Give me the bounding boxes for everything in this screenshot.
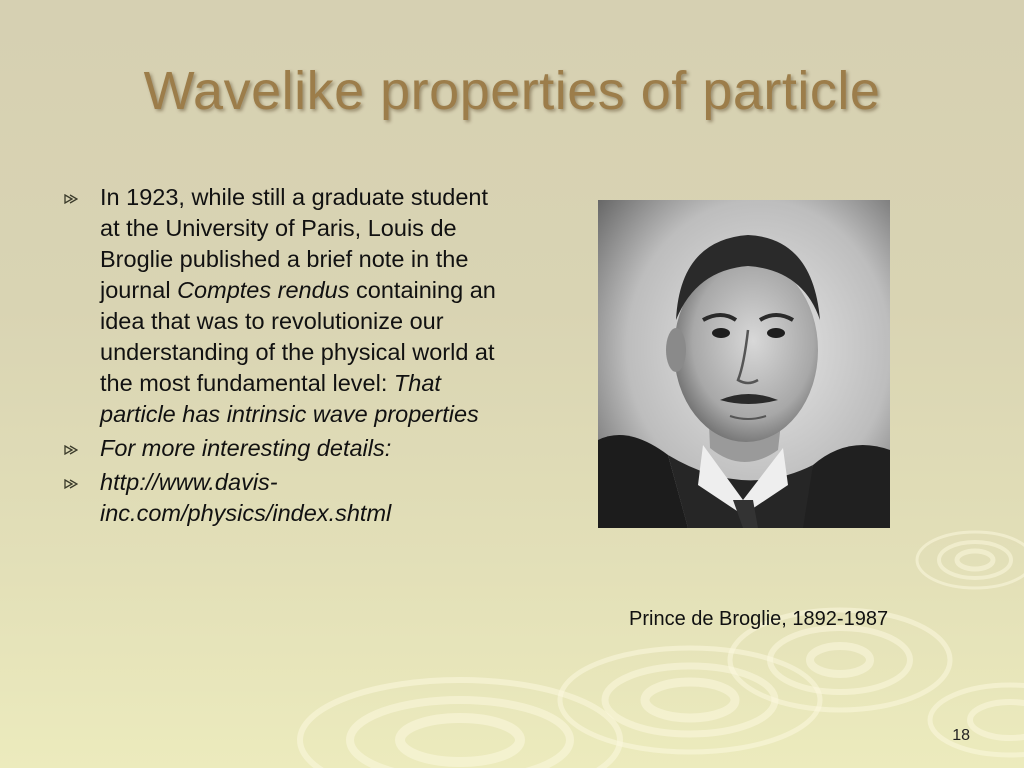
key-idea-text: That particle has intrinsic wave properties bbox=[100, 370, 479, 427]
bullet-item-link bbox=[62, 467, 502, 529]
more-details-text: For more interesting details: bbox=[100, 435, 392, 461]
reference-link[interactable]: http://www.davis-inc.com/physics/index.shtml bbox=[100, 469, 392, 526]
page-number: 18 bbox=[952, 727, 970, 744]
arrow-bullet-icon bbox=[64, 479, 78, 489]
portrait-photo bbox=[598, 200, 890, 528]
bullet-list bbox=[62, 182, 502, 532]
bullet-item-more-details bbox=[62, 433, 502, 464]
bullet-item-broglie-note bbox=[62, 182, 502, 430]
journal-name: Comptes rendus bbox=[177, 277, 350, 303]
bullet-text-middle: containing an idea that was to revolutionize our understanding of the physical world at the most fundamental level: bbox=[100, 277, 496, 396]
arrow-bullet-icon bbox=[64, 194, 78, 204]
slide-title: Wavelike properties of particle bbox=[143, 61, 881, 121]
arrow-bullet-icon bbox=[64, 445, 78, 455]
bullet-text-intro: In 1923, while still a graduate student at the University of Paris, Louis de Broglie published a brief note in the journal bbox=[100, 184, 489, 303]
photo-caption: Prince de Broglie, 1892-1987 bbox=[629, 608, 889, 630]
